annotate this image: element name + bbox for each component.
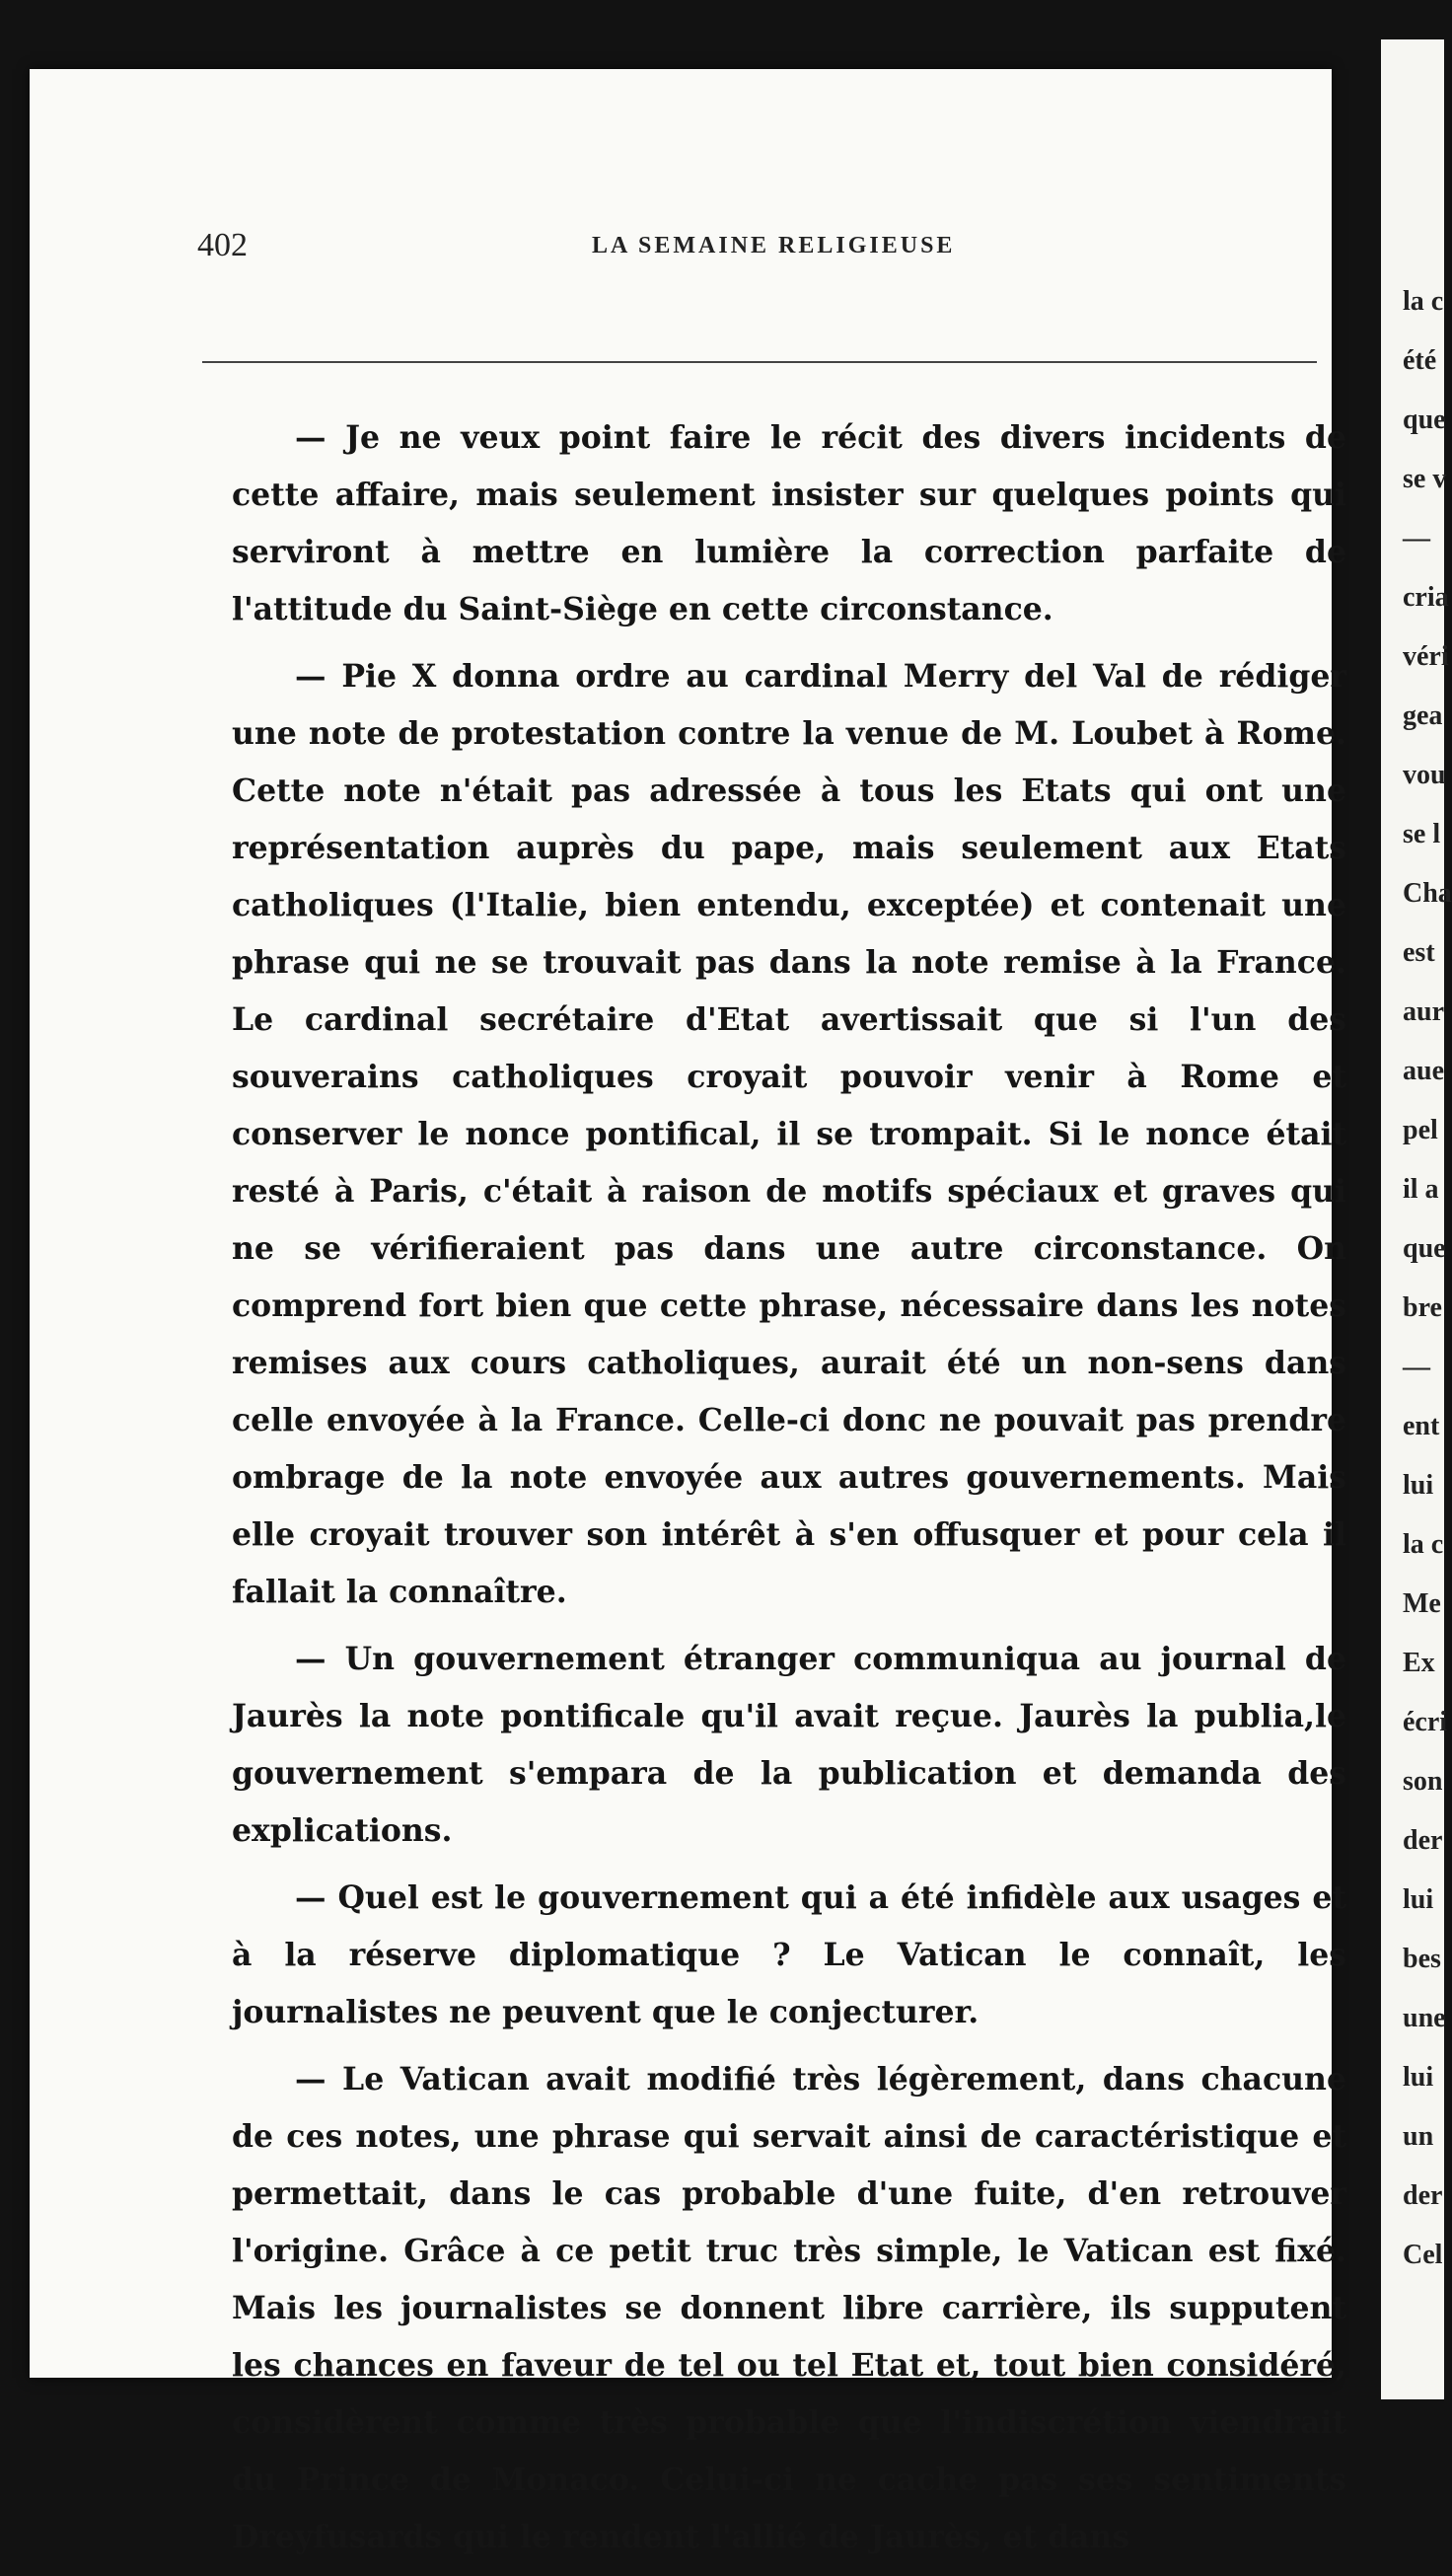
adjacent-page-fragment: lui	[1403, 1884, 1434, 1915]
paragraph: — Je ne veux point faire le récit des divers incidents de cette affaire, mais seulement insister sur quelques points qui serviront à mettre en lumière la correction parfaite de l'attitude du Saint-Siège en cette circonstance.	[232, 419, 1346, 627]
header-rule	[202, 361, 1317, 363]
adjacent-page-fragment: son	[1403, 1766, 1443, 1797]
adjacent-page-fragment: été	[1403, 345, 1437, 376]
paragraph: — Quel est le gouvernement qui a été infidèle aux usages et à la réserve diplomatique ? Le Vatican le connaît, les journalistes ne peuvent que le conjecturer.	[232, 1879, 1346, 2030]
adjacent-page-fragment: gea	[1403, 700, 1443, 731]
adjacent-page-fragment: Ex	[1403, 1648, 1435, 1678]
adjacent-page-fragment: der	[1403, 2180, 1443, 2211]
adjacent-page-fragment: bes	[1403, 1944, 1441, 1974]
adjacent-page-fragment: écri	[1403, 1707, 1448, 1737]
paragraph: — Le Vatican avait modifié très légèrement, dans chacune de ces notes, une phrase qui servait ainsi de caractéristique et permettait, dans le cas probable d'une fuite, d'en retrouver l'origine. Grâce à ce petit truc très simple, le Vatican est fixé. Mais les journalistes se donnent libre carrière, ils supputent les chances en faveur de tel ou tel Etat et, tout bien considéré, considèrent comme très probable que l'indiscrétion viendrait du Prince de Monaco. Celui-ci ne cache pas ses sentiments Dreyfusards qui le rendent l'allié de Jaurès, et dans	[232, 2061, 1346, 2555]
adjacent-page-fragment: que	[1403, 1233, 1446, 1264]
body-text	[232, 409, 1346, 2576]
adjacent-page-fragment: der	[1403, 1825, 1443, 1856]
adjacent-page-fragment: aue	[1403, 1056, 1444, 1086]
adjacent-page-fragment: un	[1403, 2121, 1434, 2152]
adjacent-page-fragment: aur	[1403, 996, 1444, 1027]
adjacent-page-fragment: la c	[1403, 286, 1444, 317]
adjacent-page-fragment: vou	[1403, 760, 1446, 790]
book-page	[30, 69, 1346, 2555]
adjacent-page-fragment: une	[1403, 2003, 1446, 2033]
adjacent-page-fragment: lui	[1403, 2062, 1434, 2093]
page-number: 402	[197, 227, 248, 263]
adjacent-page-fragment: lui	[1403, 1470, 1434, 1501]
adjacent-page-fragment: se v	[1403, 464, 1447, 494]
adjacent-page-fragment: pel	[1403, 1115, 1438, 1145]
adjacent-page-fragment: se l	[1403, 819, 1441, 849]
adjacent-page-fragment: cria	[1403, 582, 1449, 613]
adjacent-page-fragment: il a	[1403, 1174, 1439, 1205]
page-header	[197, 227, 1322, 286]
adjacent-page-fragment: la c	[1403, 1529, 1444, 1560]
adjacent-page-fragment: —	[1403, 523, 1430, 553]
adjacent-page-fragment: ent	[1403, 1411, 1440, 1441]
paragraph: — Pie X donna ordre au cardinal Merry del Val de rédiger une note de protestation contre la venue de M. Loubet à Rome. Cette note n'était pas adressée à tous les Etats qui ont une représentation auprès du pape, mais seulement aux Etats catholiques (l'Italie, bien entendu, exceptée) et contenait une phrase qui ne se trouvait pas dans la note remise à la France. Le cardinal secrétaire d'Etat avertissait que si l'un des souverains catholiques croyait pouvoir venir à Rome et conserver le nonce pontifical, il se trompait. Si le nonce était resté à Paris, c'était à raison de motifs spéciaux et graves qui ne se vérifieraient pas dans une autre circonstance. On comprend fort bien que cette phrase, nécessaire dans les notes remises aux cours catholiques, aurait été un non-sens dans celle envoyée à la France. Celle-ci donc ne pouvait pas prendre ombrage de la note envoyée aux autres gouvernements. Mais elle croyait trouver son intérêt à s'en offusquer et pour cela il fallait la connaître.	[232, 658, 1346, 1610]
adjacent-page-fragment: Cel	[1403, 2240, 1443, 2270]
paragraph: — Un gouvernement étranger communiqua au journal de Jaurès la note pontificale qu'il avait reçue. Jaurès la publia,le gouvernement s'empara de la publication et demanda des explications.	[232, 1641, 1346, 1849]
adjacent-page-fragment: Me	[1403, 1588, 1441, 1619]
running-title: LA SEMAINE RELIGIEUSE	[592, 233, 956, 258]
adjacent-page-fragment: —	[1403, 1352, 1430, 1382]
adjacent-page-fragment: Cha	[1403, 878, 1452, 909]
adjacent-page-edge	[1381, 39, 1452, 2399]
adjacent-page-fragment: bre	[1403, 1292, 1442, 1323]
adjacent-page-fragment: que	[1403, 405, 1446, 435]
adjacent-page-fragment: véri	[1403, 641, 1449, 672]
adjacent-page-fragment: est	[1403, 937, 1435, 968]
